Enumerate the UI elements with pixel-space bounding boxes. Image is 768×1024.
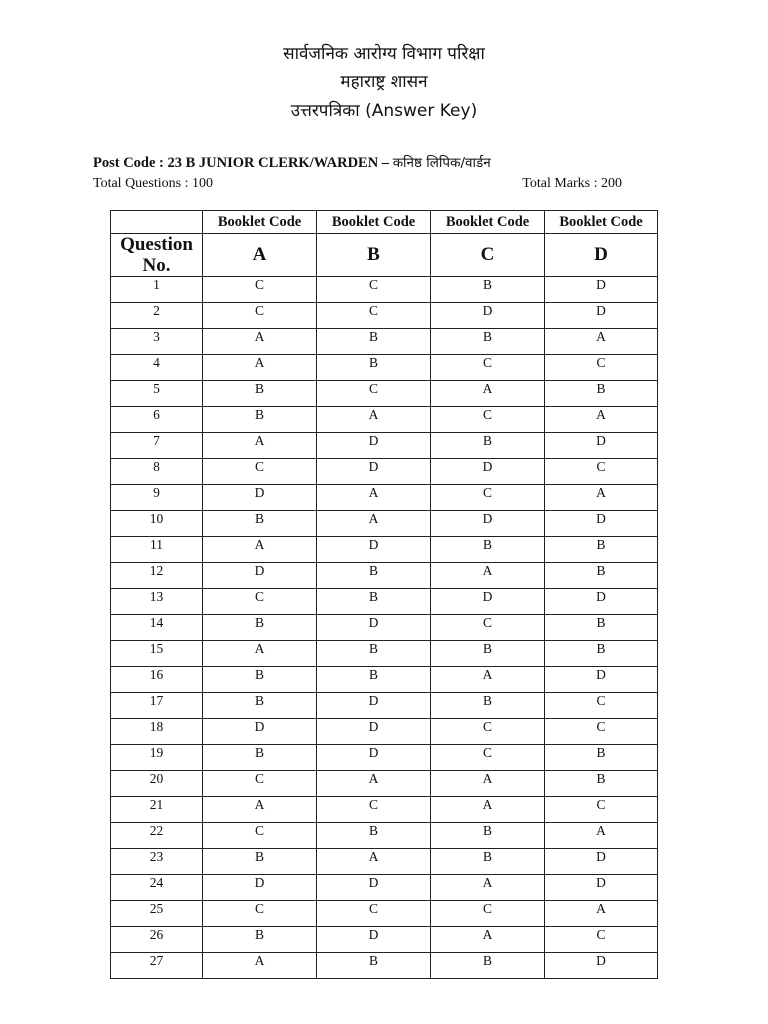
answer-cell-c: C [431,901,545,927]
answer-cell-d: D [545,511,658,537]
answer-cell-b: C [317,797,431,823]
post-code-english: Post Code : 23 B JUNIOR CLERK/WARDEN – [93,155,393,171]
answer-cell-b: D [317,927,431,953]
answer-cell-b: B [317,953,431,979]
answer-rows [111,277,658,979]
answer-cell-b: D [317,875,431,901]
table-row [111,563,658,589]
answer-cell-a: A [203,641,317,667]
code-b-header: B [317,234,431,277]
answer-cell-d: B [545,615,658,641]
table-row [111,641,658,667]
answer-cell-d: B [545,381,658,407]
answer-cell-d: B [545,771,658,797]
answer-cell-c: D [431,459,545,485]
table-row [111,771,658,797]
booklet-code-header-row [111,211,658,234]
answer-cell-b: A [317,511,431,537]
answer-cell-c: C [431,485,545,511]
answer-cell-d: B [545,745,658,771]
code-letter-header-row [111,234,658,277]
answer-cell-c: A [431,771,545,797]
answer-cell-d: D [545,849,658,875]
answer-cell-c: C [431,615,545,641]
answer-cell-b: A [317,407,431,433]
heading-government: महाराष्ट्र शासन [340,72,428,92]
answer-cell-c: B [431,641,545,667]
answer-cell-c: A [431,927,545,953]
table-row [111,355,658,381]
question-number-cell: 15 [111,641,203,667]
answer-cell-a: C [203,303,317,329]
answer-cell-d: A [545,823,658,849]
answer-cell-d: C [545,459,658,485]
answer-cell-a: C [203,823,317,849]
answer-cell-c: B [431,849,545,875]
answer-cell-a: C [203,277,317,303]
question-number-cell: 24 [111,875,203,901]
code-a-header: A [203,234,317,277]
answer-cell-b: D [317,719,431,745]
answer-cell-c: C [431,719,545,745]
heading-department: सार्वजनिक आरोग्य विभाग परिक्षा [283,44,485,64]
answer-cell-c: B [431,537,545,563]
table-row [111,485,658,511]
question-number-cell: 22 [111,823,203,849]
answer-cell-b: C [317,303,431,329]
answer-cell-a: D [203,563,317,589]
answer-cell-d: A [545,901,658,927]
table-row [111,407,658,433]
answer-cell-a: C [203,901,317,927]
answer-cell-b: A [317,485,431,511]
answer-cell-d: D [545,589,658,615]
post-code-marathi: कनिष्ठ लिपिक/वार्डन [392,155,491,171]
question-number-cell: 19 [111,745,203,771]
table-row [111,667,658,693]
answer-cell-c: A [431,563,545,589]
answer-cell-d: B [545,537,658,563]
answer-cell-c: D [431,589,545,615]
answer-cell-b: B [317,329,431,355]
answer-cell-c: B [431,277,545,303]
question-number-cell: 8 [111,459,203,485]
answer-cell-a: D [203,875,317,901]
answer-key-table [110,210,658,979]
table-row [111,823,658,849]
answer-cell-a: B [203,745,317,771]
answer-cell-b: D [317,745,431,771]
post-code [93,153,491,172]
answer-cell-a: C [203,459,317,485]
question-number-cell: 18 [111,719,203,745]
answer-cell-a: A [203,797,317,823]
table-row [111,433,658,459]
answer-cell-b: B [317,641,431,667]
answer-cell-a: B [203,849,317,875]
answer-cell-d: C [545,693,658,719]
answer-cell-a: B [203,407,317,433]
answer-cell-d: C [545,927,658,953]
answer-cell-d: B [545,563,658,589]
answer-cell-b: D [317,693,431,719]
answer-cell-a: A [203,329,317,355]
answer-cell-b: B [317,563,431,589]
question-number-cell: 5 [111,381,203,407]
answer-cell-a: A [203,953,317,979]
answer-cell-b: B [317,589,431,615]
heading-answer-key: उत्तरपत्रिका (Answer Key) [290,101,478,121]
answer-cell-d: A [545,407,658,433]
answer-cell-c: A [431,667,545,693]
question-number-cell: 1 [111,277,203,303]
answer-cell-d: D [545,433,658,459]
table-row [111,277,658,303]
table-row [111,693,658,719]
answer-cell-c: B [431,433,545,459]
table-row [111,511,658,537]
answer-cell-d: A [545,329,658,355]
answer-cell-a: B [203,667,317,693]
answer-cell-b: D [317,433,431,459]
table-row [111,537,658,563]
question-number-cell: 14 [111,615,203,641]
answer-cell-c: B [431,329,545,355]
question-number-cell: 7 [111,433,203,459]
table-row [111,719,658,745]
table-row [111,901,658,927]
answer-cell-a: D [203,485,317,511]
question-number-cell: 27 [111,953,203,979]
answer-cell-a: A [203,433,317,459]
answer-cell-d: D [545,875,658,901]
answer-cell-c: C [431,355,545,381]
answer-cell-b: B [317,667,431,693]
question-number-cell: 9 [111,485,203,511]
answer-cell-c: C [431,407,545,433]
booklet-code-header: Booklet Code [431,211,545,234]
table-row [111,589,658,615]
answer-cell-a: C [203,771,317,797]
answer-cell-c: A [431,875,545,901]
question-no-header: Question No. [111,234,203,277]
answer-cell-b: C [317,277,431,303]
answer-cell-a: B [203,511,317,537]
table-row [111,615,658,641]
answer-cell-d: C [545,719,658,745]
booklet-code-header: Booklet Code [203,211,317,234]
answer-cell-c: B [431,953,545,979]
table-row [111,849,658,875]
answer-cell-d: A [545,485,658,511]
table-row [111,797,658,823]
answer-cell-d: D [545,667,658,693]
code-d-header: D [545,234,658,277]
answer-cell-d: D [545,277,658,303]
total-questions: Total Questions : 100 [93,176,213,191]
answer-cell-a: C [203,589,317,615]
answer-cell-c: B [431,823,545,849]
answer-cell-a: D [203,719,317,745]
answer-cell-c: C [431,745,545,771]
answer-cell-d: D [545,303,658,329]
question-number-cell: 13 [111,589,203,615]
code-c-header: C [431,234,545,277]
answer-cell-a: B [203,927,317,953]
question-number-cell: 3 [111,329,203,355]
question-number-cell: 6 [111,407,203,433]
question-number-cell: 20 [111,771,203,797]
answer-cell-a: B [203,381,317,407]
question-number-cell: 26 [111,927,203,953]
answer-cell-b: D [317,537,431,563]
answer-cell-b: B [317,823,431,849]
answer-cell-a: A [203,537,317,563]
booklet-code-header: Booklet Code [545,211,658,234]
table-row [111,303,658,329]
question-number-cell: 21 [111,797,203,823]
blank-header-cell [111,211,203,234]
answer-cell-a: A [203,355,317,381]
question-number-cell: 4 [111,355,203,381]
answer-cell-d: C [545,797,658,823]
answer-cell-b: D [317,459,431,485]
total-marks: Total Marks : 200 [522,176,622,191]
table-row [111,953,658,979]
question-number-cell: 17 [111,693,203,719]
answer-cell-a: B [203,615,317,641]
answer-cell-a: B [203,693,317,719]
answer-cell-b: B [317,355,431,381]
question-number-cell: 2 [111,303,203,329]
table-row [111,745,658,771]
answer-cell-d: D [545,953,658,979]
answer-cell-c: A [431,797,545,823]
question-number-cell: 25 [111,901,203,927]
answer-cell-b: A [317,771,431,797]
answer-cell-b: C [317,901,431,927]
table-row [111,927,658,953]
answer-cell-b: A [317,849,431,875]
table-row [111,381,658,407]
answer-cell-d: C [545,355,658,381]
answer-cell-d: B [545,641,658,667]
booklet-code-header: Booklet Code [317,211,431,234]
answer-cell-c: B [431,693,545,719]
answer-cell-b: D [317,615,431,641]
table-row [111,329,658,355]
question-number-cell: 10 [111,511,203,537]
question-number-cell: 23 [111,849,203,875]
answer-cell-c: A [431,381,545,407]
question-number-cell: 12 [111,563,203,589]
question-number-cell: 16 [111,667,203,693]
question-number-cell: 11 [111,537,203,563]
table-row [111,459,658,485]
answer-cell-b: C [317,381,431,407]
answer-cell-c: D [431,511,545,537]
table-row [111,875,658,901]
answer-cell-c: D [431,303,545,329]
